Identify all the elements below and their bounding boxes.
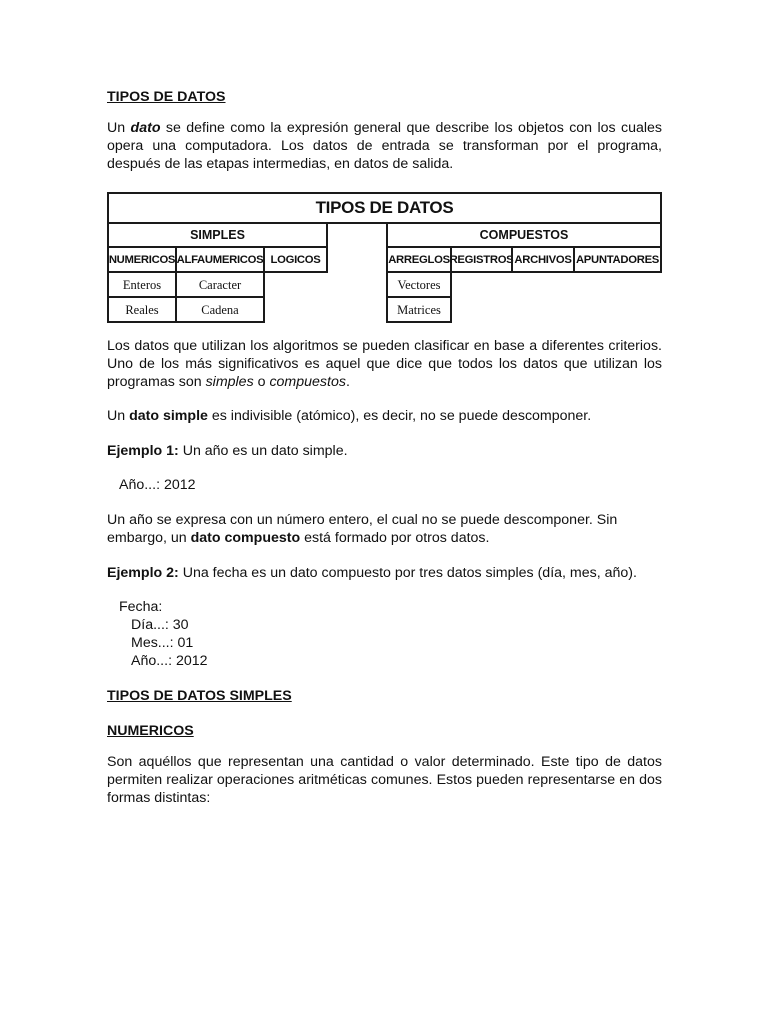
- compuestos-box: COMPUESTOS: [386, 222, 662, 248]
- para3-term: dato simple: [129, 408, 208, 424]
- para3-rest: es indivisible (atómico), es decir, no se puede descomponer.: [207, 408, 592, 424]
- para2-text: Los datos que utilizan los algoritmos se pueden clasificar en base a diferentes criterios. Uno de los más significativos es aquel que dice que todos los datos que utilizan los programas son: [107, 338, 662, 390]
- fecha-anio: Año...: 2012: [131, 653, 208, 669]
- ejemplo1-value: Año...: 2012: [119, 477, 196, 493]
- paragraph-numericos: Son aquéllos que representan una cantidad o valor determinado. Este tipo de datos permiten realizar operaciones aritméticas comunes. Estos pueden representarse en dos formas distintas:: [107, 754, 662, 806]
- para2-o: o: [253, 374, 270, 390]
- simples-box: SIMPLES: [107, 222, 328, 248]
- type-registros: REGISTROS: [450, 246, 513, 273]
- fecha-block: [107, 598, 662, 670]
- section-title: TIPOS DE DATOS: [107, 89, 226, 105]
- example-enteros: Enteros: [107, 271, 177, 298]
- para2-end: .: [345, 374, 350, 390]
- example-reales: Reales: [107, 296, 177, 323]
- example-caracter: Caracter: [175, 271, 265, 298]
- paragraph-dato-simple: [107, 407, 662, 425]
- example-vectores: Vectores: [386, 271, 452, 298]
- type-archivos: ARCHIVOS: [511, 246, 575, 273]
- ejemplo1-text: Un año es un dato simple.: [178, 443, 348, 459]
- intro-rest: se define como la expresión general que describe los objetos con los cuales opera una computadora. Los datos de entrada se transforman por el programa, después de las etapas intermedias, en datos de salida.: [107, 120, 662, 172]
- para4-text: Un año se expresa con un número entero, el cual no se puede descomponer. Sin embargo, un: [107, 512, 618, 546]
- intro-prefix: Un: [107, 120, 131, 136]
- document-page: [107, 88, 662, 807]
- ejemplo1-label: Ejemplo 1:: [107, 443, 179, 459]
- fecha-mes: Mes...: 01: [131, 635, 194, 651]
- type-apuntadores: APUNTADORES: [573, 246, 662, 273]
- ejemplo2-text: Una fecha es un dato compuesto por tres datos simples (día, mes, año).: [178, 565, 637, 581]
- type-logicos: LOGICOS: [263, 246, 328, 273]
- data-types-diagram: [107, 192, 662, 325]
- example-matrices: Matrices: [386, 296, 452, 323]
- example-cadena: Cadena: [175, 296, 265, 323]
- fecha-label: Fecha:: [119, 599, 163, 615]
- intro-term: dato: [130, 120, 161, 136]
- diagram-title: TIPOS DE DATOS: [107, 192, 662, 224]
- heading-tipos-simples: TIPOS DE DATOS SIMPLES: [107, 688, 292, 704]
- fecha-dia: Día...: 30: [131, 617, 189, 633]
- para4-term: dato compuesto: [190, 530, 301, 546]
- intro-paragraph: [107, 119, 662, 173]
- heading-numericos: NUMERICOS: [107, 723, 194, 739]
- ejemplo2-label: Ejemplo 2:: [107, 565, 179, 581]
- para2-compuestos: compuestos: [269, 374, 346, 390]
- type-arreglos: ARREGLOS: [386, 246, 452, 273]
- para3-prefix: Un: [107, 408, 130, 424]
- para4-rest: está formado por otros datos.: [300, 530, 490, 546]
- ejemplo2: [107, 564, 662, 582]
- type-alfanumericos: ALFAUMERICOS: [175, 246, 265, 273]
- paragraph-dato-compuesto: [107, 511, 662, 547]
- ejemplo1: [107, 442, 662, 460]
- paragraph-classification: [107, 337, 662, 391]
- para2-simples: simples: [205, 374, 254, 390]
- type-numericos: NUMERICOS: [107, 246, 177, 273]
